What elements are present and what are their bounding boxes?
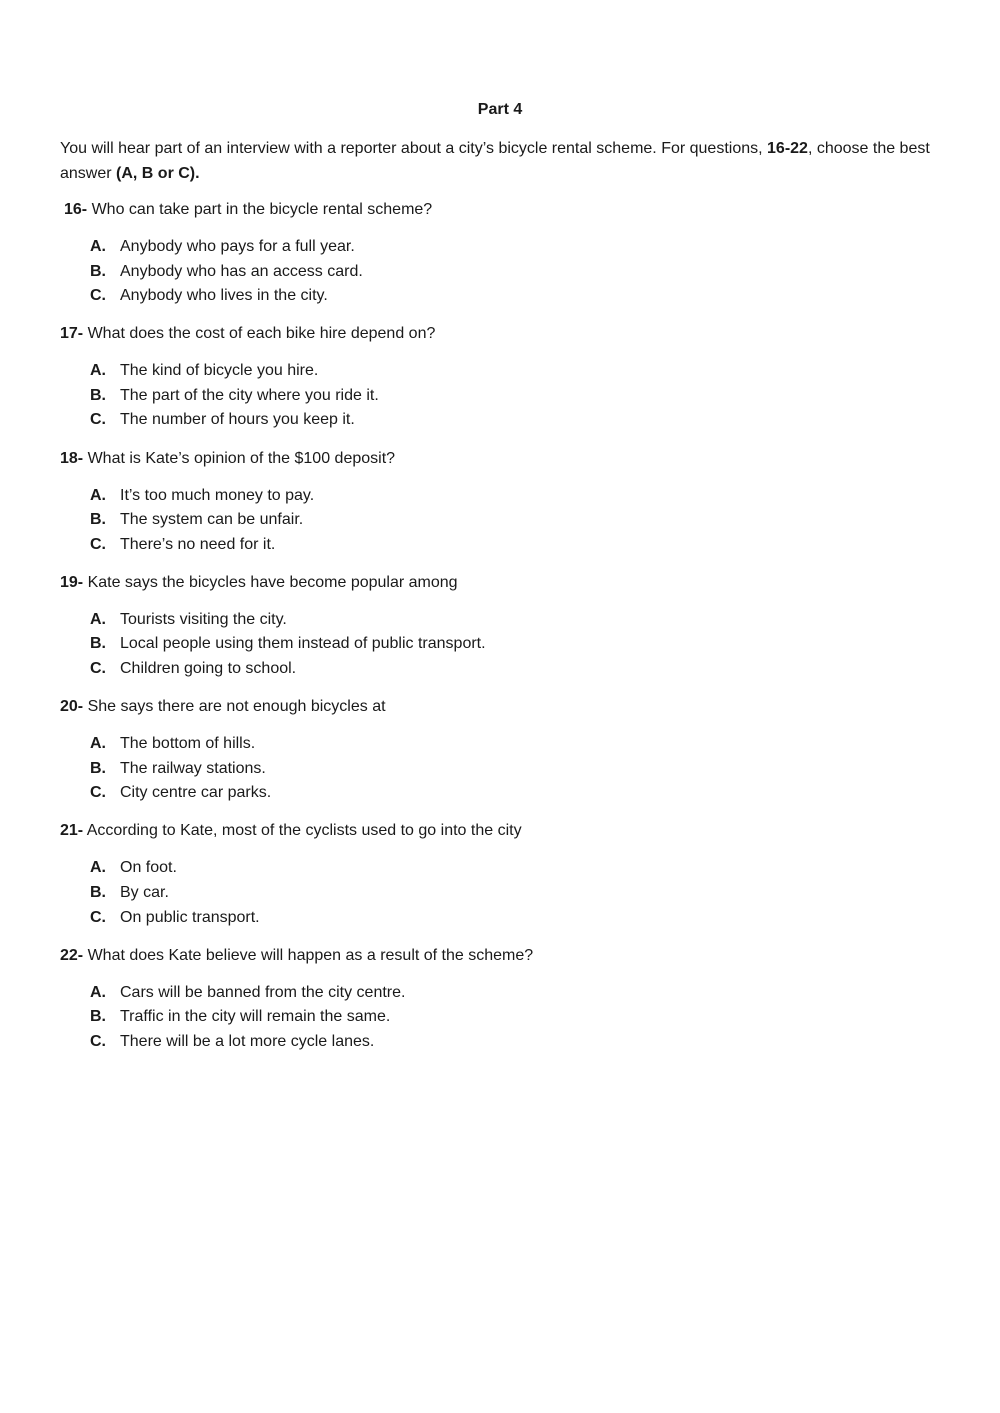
- option-letter: B.: [90, 635, 106, 653]
- option-letter: A.: [90, 238, 106, 255]
- option-b[interactable]: [60, 632, 940, 657]
- option-b[interactable]: [60, 508, 940, 533]
- option-b[interactable]: [60, 384, 940, 409]
- option-b[interactable]: [60, 757, 940, 782]
- question-range: 16-22: [767, 140, 808, 157]
- option-letter: A.: [90, 983, 106, 1001]
- page-title: Part 4: [477, 101, 523, 118]
- option-a[interactable]: [60, 359, 940, 384]
- question-text: According to Kate, most of the cyclists used to go into the city: [83, 822, 522, 840]
- question-number: 22-: [60, 946, 84, 964]
- option-c[interactable]: [60, 1030, 940, 1055]
- option-text: The number of hours you keep it.: [120, 411, 355, 429]
- option-letter: C.: [90, 411, 106, 429]
- instructions-text-middle: , choose the best answer: [60, 140, 930, 182]
- option-text: By car.: [120, 884, 169, 902]
- instructions-text: You will hear part of an interview with a reporter about a city’s bicycle rental scheme. For questions,: [60, 140, 768, 157]
- option-c[interactable]: [60, 408, 940, 433]
- option-text: The part of the city where you ride it.: [120, 386, 379, 404]
- option-text: Anybody who has an access card.: [120, 262, 363, 280]
- option-a[interactable]: [60, 484, 940, 509]
- question-number: 21-: [60, 822, 84, 840]
- answer-format: (A, B or C).: [116, 165, 200, 182]
- option-text: Traffic in the city will remain the same.: [120, 1008, 391, 1026]
- question-list: [60, 198, 940, 1068]
- answer-options: [60, 484, 940, 558]
- question-text: Kate says the bicycles have become popular among: [83, 573, 458, 591]
- option-letter: B.: [90, 759, 106, 777]
- option-text: Children going to school.: [120, 660, 297, 678]
- question-22: [60, 944, 940, 1068]
- option-text: There’s no need for it.: [120, 535, 276, 553]
- option-letter: B.: [90, 1008, 106, 1026]
- option-text: The system can be unfair.: [120, 511, 304, 529]
- option-letter: B.: [90, 262, 106, 280]
- option-letter: A.: [90, 362, 106, 380]
- option-letter: C.: [90, 1032, 106, 1050]
- option-text: On foot.: [120, 859, 177, 877]
- question-18: [60, 447, 940, 571]
- question-number: 17-: [60, 325, 84, 343]
- option-letter: A.: [90, 610, 106, 628]
- option-letter: C.: [90, 784, 106, 802]
- option-letter: B.: [90, 511, 106, 529]
- option-c[interactable]: [60, 533, 940, 558]
- question-text: What does the cost of each bike hire depend on?: [83, 325, 436, 343]
- question-19: [60, 571, 940, 695]
- option-text: On public transport.: [120, 908, 260, 926]
- option-text: There will be a lot more cycle lanes.: [120, 1032, 375, 1050]
- question-text: What is Kate’s opinion of the $100 deposit?: [83, 449, 396, 467]
- option-text: Tourists visiting the city.: [120, 610, 287, 628]
- option-text: The kind of bicycle you hire.: [120, 362, 319, 380]
- answer-options: [60, 608, 940, 682]
- option-a[interactable]: [60, 732, 940, 757]
- answer-options: [60, 359, 940, 433]
- question-stem: [60, 322, 940, 359]
- option-letter: B.: [90, 884, 106, 902]
- option-text: The bottom of hills.: [120, 735, 256, 753]
- option-letter: C.: [90, 660, 106, 678]
- option-c[interactable]: [60, 906, 940, 931]
- question-stem: [60, 695, 940, 732]
- option-c[interactable]: [60, 781, 940, 806]
- question-20: [60, 695, 940, 819]
- option-letter: C.: [90, 908, 106, 926]
- option-letter: A.: [90, 735, 106, 753]
- answer-options: [60, 235, 940, 309]
- option-a[interactable]: [60, 856, 940, 881]
- option-b[interactable]: [60, 260, 940, 285]
- question-stem: [60, 447, 940, 484]
- option-b[interactable]: [60, 1005, 940, 1030]
- option-letter: A.: [90, 486, 106, 504]
- option-letter: B.: [90, 386, 106, 404]
- question-stem: [60, 571, 940, 608]
- answer-options: [60, 981, 940, 1055]
- question-number: 18-: [60, 449, 84, 467]
- question-stem: [60, 819, 940, 856]
- option-letter: C.: [90, 535, 106, 553]
- option-c[interactable]: [60, 284, 940, 309]
- question-17: [60, 322, 940, 446]
- option-text: It’s too much money to pay.: [120, 486, 315, 504]
- option-a[interactable]: [60, 981, 940, 1006]
- question-text: She says there are not enough bicycles at: [83, 698, 386, 716]
- question-16: [60, 198, 940, 322]
- option-letter: A.: [90, 859, 106, 877]
- question-number: 20-: [60, 698, 84, 716]
- option-text: Anybody who pays for a full year.: [120, 238, 355, 255]
- instructions: [60, 136, 940, 186]
- question-text: Who can take part in the bicycle rental scheme?: [87, 201, 433, 218]
- question-stem: [60, 198, 940, 235]
- option-text: City centre car parks.: [120, 784, 272, 802]
- option-text: Anybody who lives in the city.: [120, 287, 328, 305]
- option-text: The railway stations.: [120, 759, 266, 777]
- question-text: What does Kate believe will happen as a result of the scheme?: [83, 946, 534, 964]
- question-21: [60, 819, 940, 943]
- question-stem: [60, 944, 940, 981]
- option-text: Local people using them instead of public transport.: [120, 635, 486, 653]
- answer-options: [60, 732, 940, 806]
- option-text: Cars will be banned from the city centre.: [120, 983, 406, 1001]
- answer-options: [60, 856, 940, 930]
- question-number: 19-: [60, 573, 84, 591]
- option-b[interactable]: [60, 881, 940, 906]
- option-a[interactable]: [60, 235, 940, 260]
- option-a[interactable]: [60, 608, 940, 633]
- question-number: 16-: [64, 201, 88, 218]
- option-c[interactable]: [60, 657, 940, 682]
- option-letter: C.: [90, 287, 106, 305]
